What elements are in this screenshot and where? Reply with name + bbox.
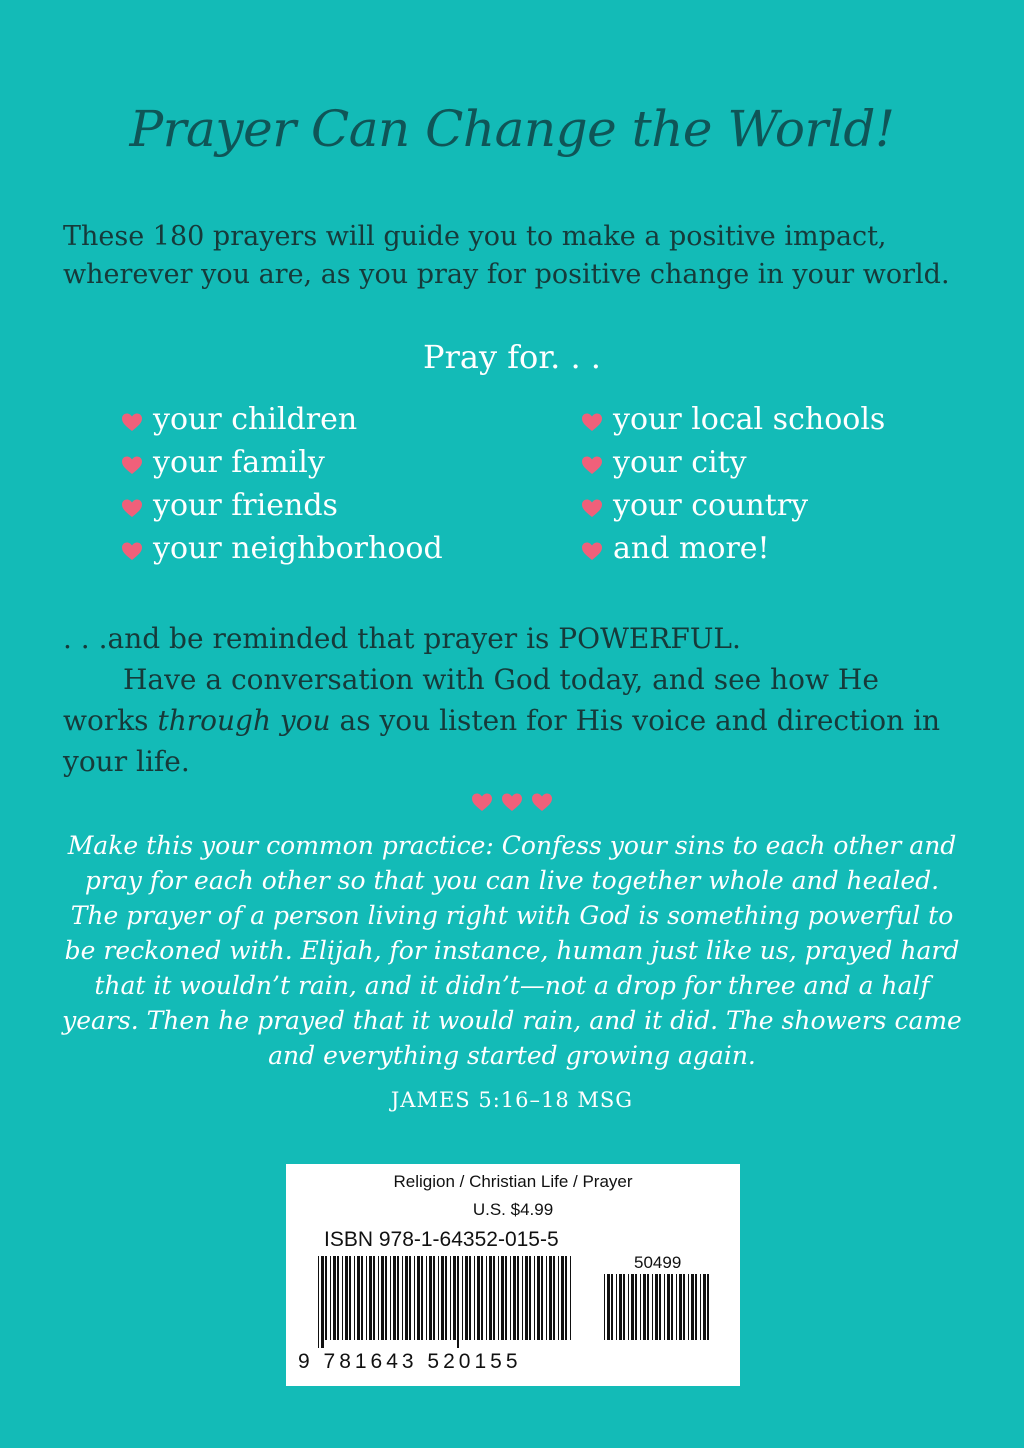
barcode-bar [700,1274,701,1340]
barcode-bar [462,1256,463,1340]
barcode-bar [450,1256,451,1340]
barcode-bar [534,1256,535,1340]
list-item [580,441,885,484]
barcode-bar [549,1256,552,1340]
barcode-bar [628,1274,629,1340]
barcode-bar [402,1256,403,1340]
barcode-bar [433,1256,435,1340]
heart-icon [580,410,604,434]
barcode-bar [616,1274,617,1340]
barcode-bar [469,1256,471,1340]
barcode-bar [655,1274,658,1340]
barcode-bar [513,1256,516,1340]
barcode-bar [510,1256,511,1340]
barcode-bar [445,1256,447,1340]
barcode-bar [501,1256,504,1340]
heart-icon [120,410,144,434]
barcode-bar [537,1256,540,1340]
list-item [580,484,885,527]
barcode-bar [438,1256,439,1340]
barcode-bar [707,1274,709,1340]
barcode-bar [565,1256,567,1340]
barcode-bar [486,1256,487,1340]
barcode-bar [354,1256,355,1340]
list-item-label: your neighborhood [153,531,443,566]
body-line-powerful: . . .and be reminded that prayer is POWERFUL. [63,622,741,655]
list-item [580,527,885,570]
barcode-main-icon [316,1256,576,1348]
barcode-bar [664,1274,665,1340]
barcode-bar [604,1274,605,1340]
barcode-digits: 9 781643 520155 [298,1350,522,1373]
barcode-bar [695,1274,697,1340]
body-paragraph-conversation [63,659,973,782]
barcode-bar [342,1256,343,1340]
barcode-bar [393,1256,396,1340]
barcode-bar [635,1274,637,1340]
barcode-bar [525,1256,528,1340]
pray-for-heading: Pray for. . . [423,338,601,376]
barcode-bar [405,1256,408,1340]
barcode-bar [679,1274,682,1340]
scripture-reference: JAMES 5:16–18 MSG [390,1088,634,1112]
heart-icon [580,539,604,563]
barcode-bar [667,1274,670,1340]
scripture-quote: Make this your common practice: Confess your sins to each other and pray for each other so that you can live together whole and healed. The prayer of a person living right with God is something powerful to be reckoned with. Elijah, for instance, human just like us, prayed hard that it wouldn’t rain, and it didn’t—not a drop for three and a half years. Then he prayed that it would rain, and it did. The showers came and everything started growing again. [62,831,962,1070]
barcode-bar [318,1256,319,1348]
body-text-part: Have a conversation with God today, and see how He works [63,663,879,737]
barcode-bar [505,1256,507,1340]
list-item [120,484,443,527]
barcode-bar [611,1274,613,1340]
barcode-bar [607,1274,610,1340]
barcode-bar [414,1256,415,1340]
barcode-bar [426,1256,427,1340]
barcode-bar [457,1256,459,1348]
pray-list-left [120,398,443,570]
pray-list-right [580,398,885,570]
barcode-bar [361,1256,363,1340]
barcode-bar [417,1256,420,1340]
list-item-label: your city [613,445,747,480]
barcode-bar [345,1256,348,1340]
barcode-bar [558,1256,559,1340]
barcode-bar [546,1256,547,1340]
barcode-bar [619,1274,622,1340]
barcode-bar [498,1256,499,1340]
list-item-label: your local schools [613,402,886,437]
body-emphasis: through you [157,704,331,737]
barcode-bar [631,1274,634,1340]
body-text-part: as you listen for His voice and direction in your life. [63,704,941,778]
list-item [120,398,443,441]
barcode-bar [421,1256,423,1340]
body-text [63,618,973,782]
list-item-label: your children [153,402,358,437]
heart-icon [120,453,144,477]
heart-icon [580,453,604,477]
barcode-bar [659,1274,661,1340]
barcode-bar [683,1274,685,1340]
barcode-bar [325,1256,327,1340]
barcode-bar [481,1256,483,1340]
bisac-category: Religion / Christian Life / Prayer [393,1172,633,1191]
barcode-bar [453,1256,456,1340]
list-item [120,527,443,570]
barcode-bar [529,1256,531,1340]
barcode-bar [474,1256,475,1340]
barcode-bar [429,1256,432,1340]
barcode-bar [369,1256,372,1340]
barcode-bar [643,1274,646,1340]
heart-icon [120,496,144,520]
barcode-bar [570,1256,571,1340]
barcode-bar [321,1256,324,1348]
barcode-bar [390,1256,391,1340]
barcode-bar [330,1256,331,1340]
heart-icon [530,790,554,814]
barcode-bar [378,1256,379,1340]
heart-icon [470,790,494,814]
barcode-label [286,1164,740,1386]
price-code: 50499 [634,1253,682,1272]
barcode-bar [640,1274,641,1340]
barcode-bar [465,1256,468,1340]
heart-icon [120,539,144,563]
list-item-label: your friends [153,488,338,523]
barcode-bar [493,1256,495,1340]
barcode-bar [522,1256,523,1340]
list-item [580,398,885,441]
barcode-bar [409,1256,411,1340]
list-item [120,441,443,484]
isbn: ISBN 978-1-64352-015-5 [324,1228,559,1251]
barcode-bar [623,1274,625,1340]
barcode-bar [366,1256,367,1340]
intro-paragraph: These 180 prayers will guide you to make a positive impact, wherever you are, as you pray for positive change in your world. [63,221,950,290]
barcode-bar [381,1256,384,1340]
list-item-label: your country [613,488,809,523]
barcode-bar [357,1256,360,1340]
barcode-bar [676,1274,677,1340]
barcode-bar [553,1256,555,1340]
barcode-bar [489,1256,492,1340]
list-item-label: your family [153,445,325,480]
price: U.S. $4.99 [472,1200,554,1219]
barcode-bar [541,1256,543,1340]
barcode-bar [337,1256,339,1340]
barcode-bar [691,1274,694,1340]
list-item-label: and more! [613,531,770,566]
barcode-bar [688,1274,689,1340]
barcode-bar [647,1274,649,1340]
barcode-addon-icon [602,1274,712,1366]
barcode-bar [703,1274,706,1340]
heart-divider [0,788,1024,816]
barcode-bar [441,1256,444,1340]
barcode-bar [333,1256,336,1340]
barcode-bar [373,1256,375,1340]
heart-icon [580,496,604,520]
barcode-bar [385,1256,387,1340]
barcode-bar [397,1256,399,1340]
barcode-bar [671,1274,673,1340]
heart-icon [500,790,524,814]
barcode-bar [349,1256,351,1340]
barcode-bar [517,1256,519,1340]
barcode-bar [652,1274,653,1340]
barcode-bar [477,1256,480,1340]
book-title: Prayer Can Change the World! [129,100,895,158]
barcode-bar [561,1256,564,1340]
